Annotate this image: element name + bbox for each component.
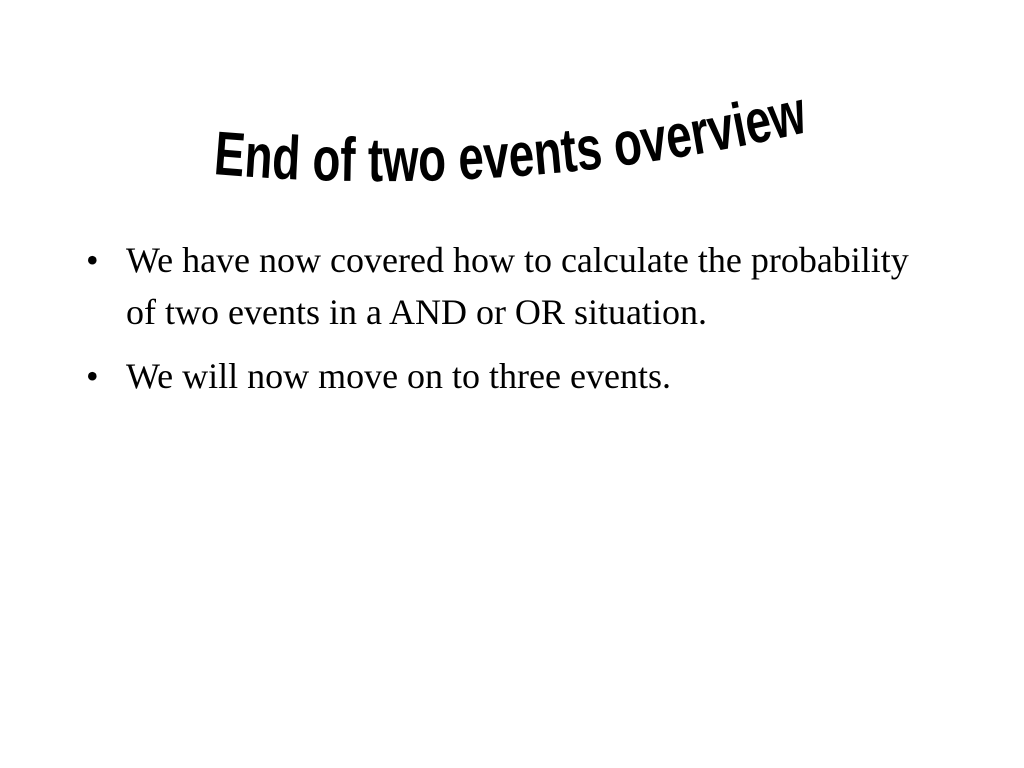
bullet-text: We will now move on to three events. [126,356,671,396]
wordart-svg [195,52,825,202]
bullet-text: We have now covered how to calculate the probability of two events in a AND or OR situation. [126,240,909,332]
slide-title-path: End of two events overview [211,75,825,196]
slide-title [211,75,825,196]
bullet-list [86,234,946,414]
bullet-item [86,350,946,402]
bullet-dot-icon: • [86,240,99,280]
bullet-dot-icon: • [86,356,99,396]
slide-title-wordart [195,52,825,202]
bullet-item [86,234,946,338]
